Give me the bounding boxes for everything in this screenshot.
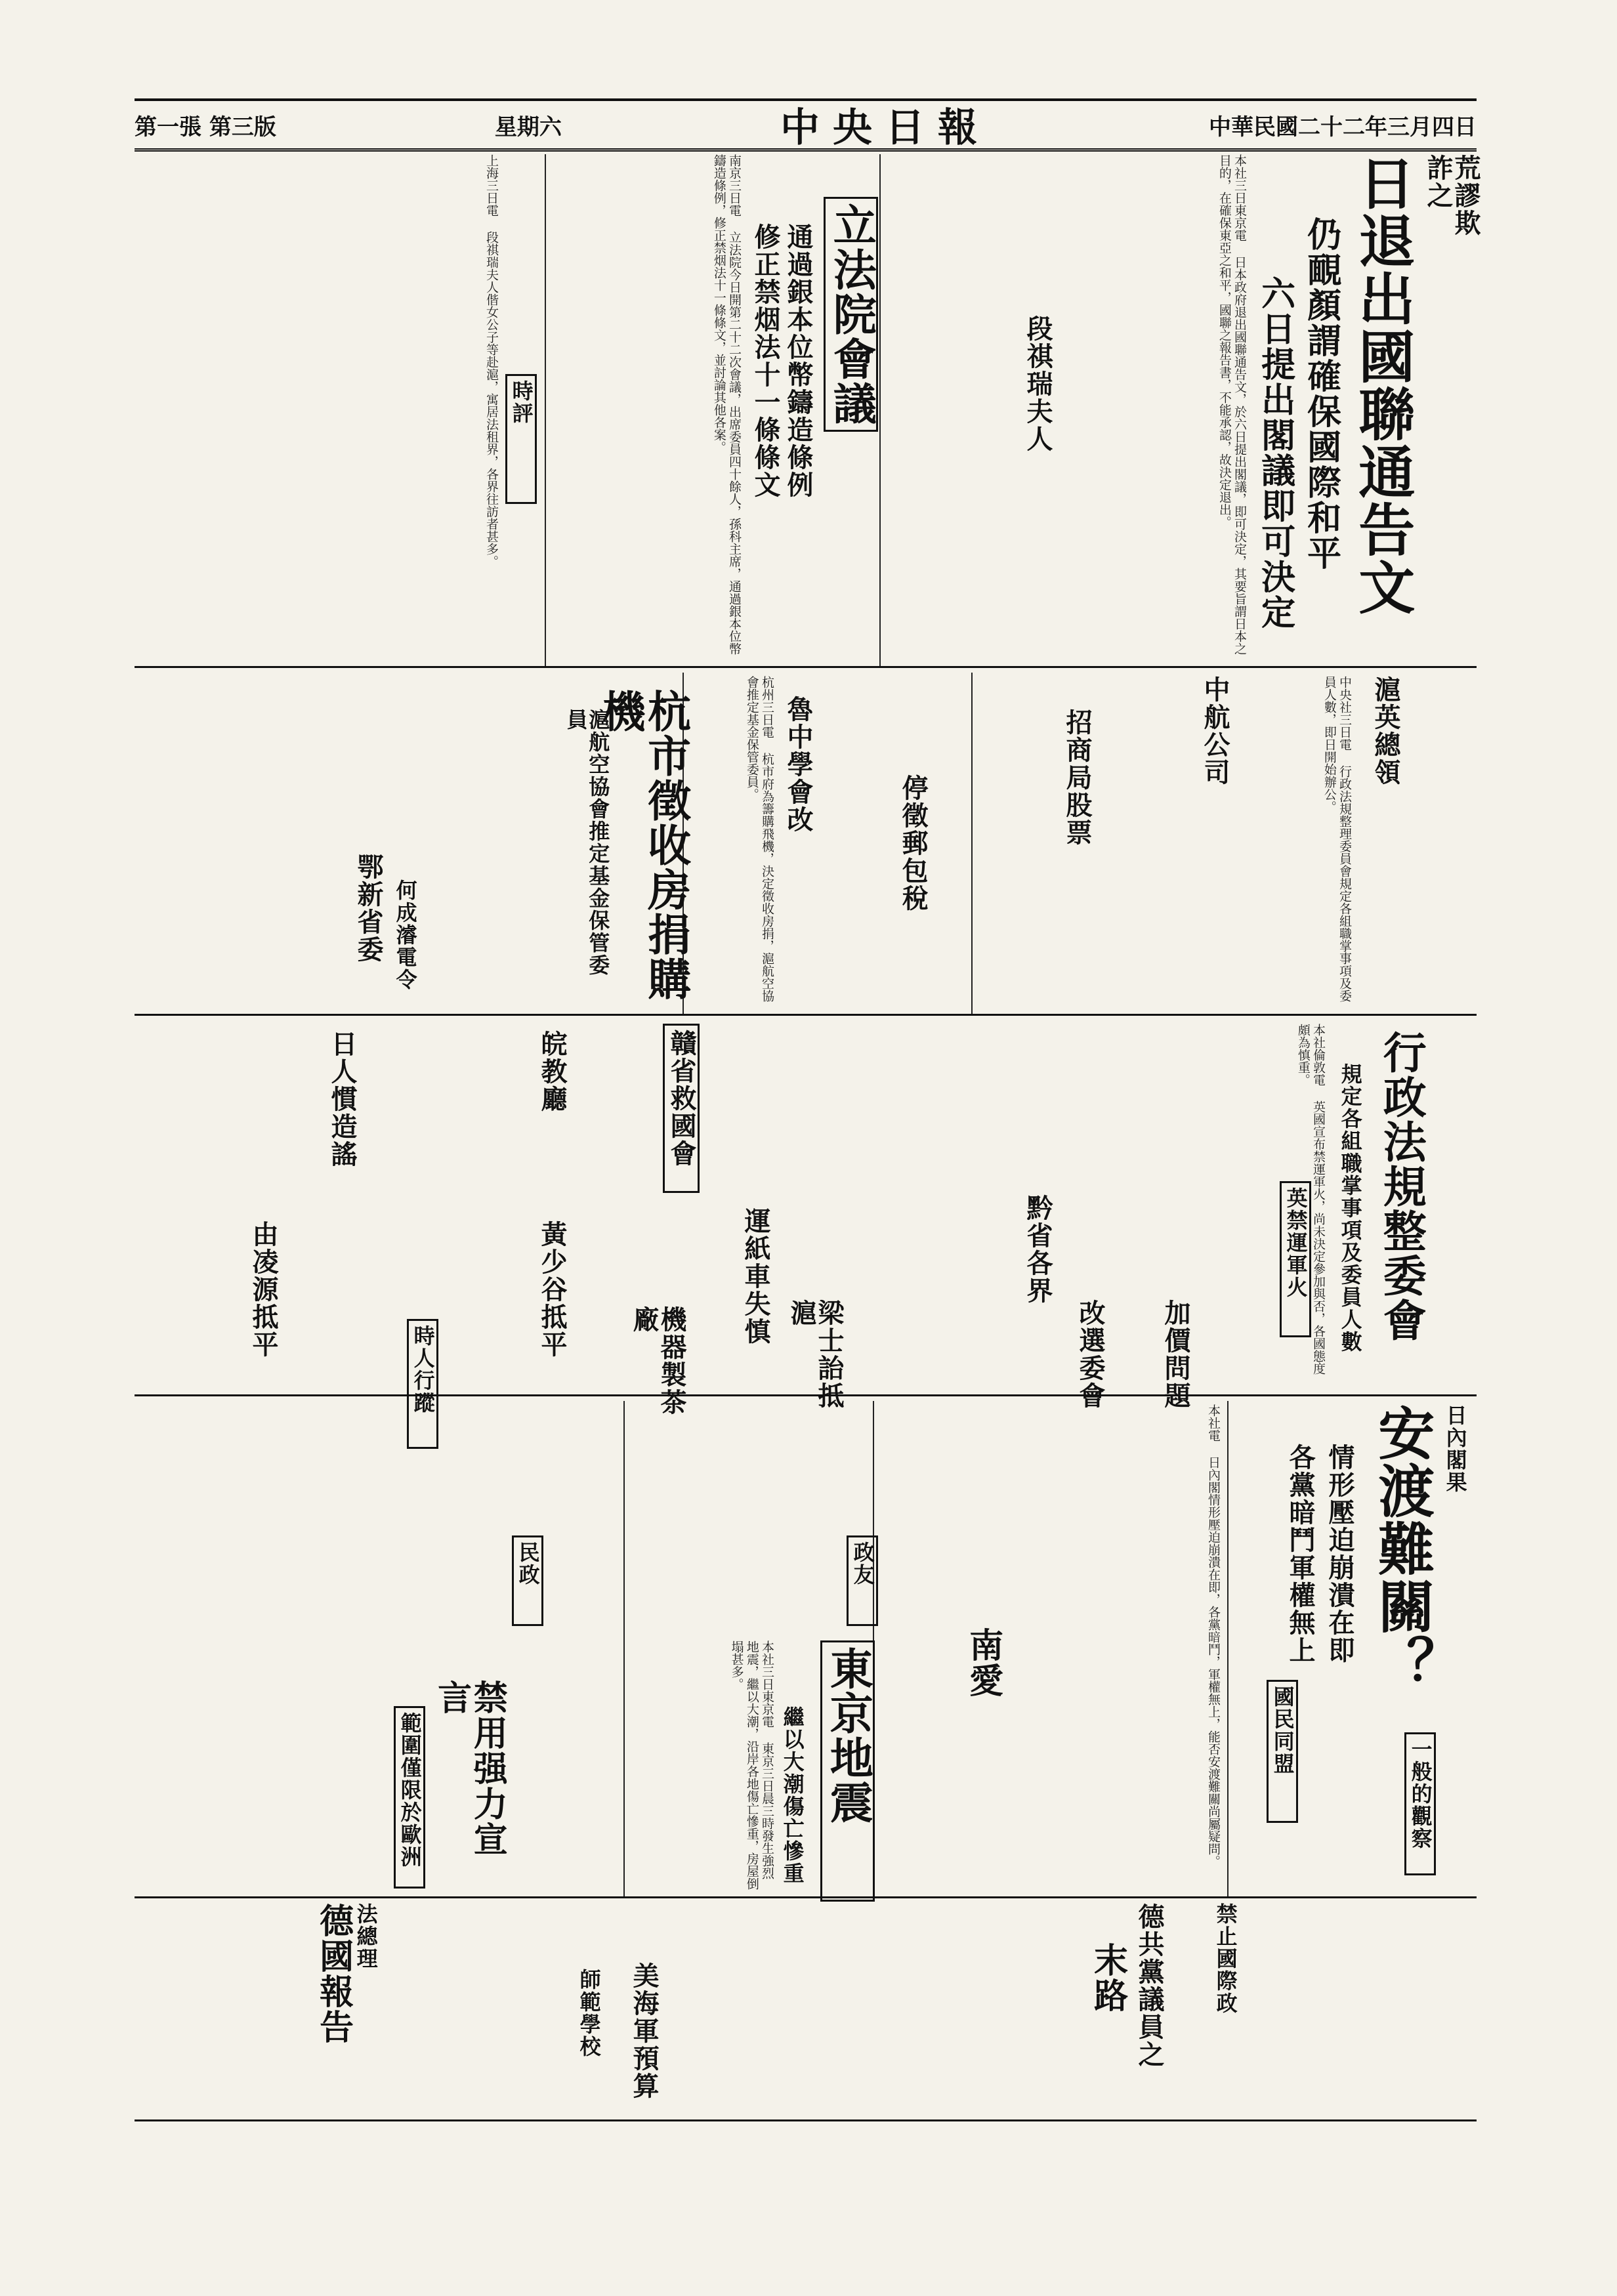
headline-south-love: 南愛	[963, 1627, 1003, 1698]
headline-election: 改選委會	[1075, 1299, 1106, 1409]
headline-british-car: 英禁運軍火	[1280, 1181, 1311, 1337]
headline-ganxian: 贛省救國會	[663, 1024, 700, 1193]
label-party: 國民同盟	[1267, 1680, 1298, 1823]
article-commentary: 上海三日電 段祺瑞夫人偕女公子等赴滬，寓居法租界，各界往訪者甚多。	[484, 154, 499, 568]
headline-sino-british: 滬英總領	[1370, 676, 1401, 786]
headline-legislative-sub1: 通過銀本位幣鑄造條例	[783, 223, 814, 499]
headline-huang-shaogu: 黃少谷抵平	[537, 1221, 568, 1358]
headline-admin-law-sub: 規定各組職掌事項及委員人數	[1337, 1063, 1363, 1353]
column-rule	[971, 673, 973, 1014]
label-commentary: 時評	[505, 374, 537, 504]
headline-anhui-edu: 皖教廳	[537, 1030, 568, 1113]
headline-japan-sub2: 六日提出閣議即可決定	[1255, 276, 1295, 630]
headline-legislative: 立法院會議	[824, 197, 878, 432]
headline-hankou: 何成濬電令	[392, 879, 418, 991]
headline-japan-withdraw: 日退出國聯通告文	[1349, 154, 1416, 616]
column-rule	[545, 154, 546, 666]
headline-side-news: 法總理	[353, 1903, 379, 1970]
headline-ban-force-sub: 範圍僅限於歐洲	[394, 1706, 425, 1889]
headline-machine: 機器製茶廠	[629, 1306, 687, 1416]
headline-yuan-arrive: 由凌源抵平	[248, 1221, 279, 1358]
headline-tokyo-quake-sub: 繼以大潮傷亡慘重	[780, 1706, 805, 1885]
masthead-date: 中華民國二十二年三月四日	[1209, 114, 1477, 140]
headline-japanese-rumor: 日人慣造謠	[327, 1030, 358, 1168]
headline-japan-kicker: 荒謬欺詐之	[1423, 154, 1481, 237]
article-tokyo-quake: 本社三日東京電 東京三日晨三時發生強烈地震，繼以大潮，沿岸各地傷亡慘重，房屋倒塌甚多。	[729, 1640, 774, 1890]
label-people: 民政	[512, 1535, 543, 1626]
masthead	[135, 98, 1477, 152]
headline-shifan: 師範學校	[576, 1969, 602, 2058]
headline-admin-law: 行政法規整委會	[1376, 1030, 1427, 1343]
headline-jiefang: 禁止國際政	[1213, 1903, 1238, 2014]
headline-merchant-shares: 招商局股票	[1062, 709, 1093, 846]
article-sudden: 本社電 日內閣情形壓迫崩潰在即，各黨暗鬥，軍權無上，能否安渡難關尚屬疑問。	[1206, 1404, 1221, 1868]
section-rule	[135, 1014, 1477, 1016]
headline-hangzhou: 杭市徵收房捐購機	[595, 689, 692, 1001]
section-rule	[135, 1896, 1477, 1898]
headline-lu-school: 魯中學會改	[783, 696, 814, 833]
headline-german: 德共黨議員之	[1134, 1903, 1165, 2068]
headline-stop-postal: 停徵郵包稅	[898, 774, 929, 912]
article-aviation: 中央社三日電 行政法規整理委員會規定各組職掌事項及委員人數，即日開始辦公。	[1322, 676, 1352, 1002]
headline-ezhou: 鄂新省委	[353, 853, 384, 963]
label-politics: 政友	[847, 1535, 878, 1626]
headline-liang: 梁士詒抵滬	[786, 1299, 845, 1409]
headline-sudden: 安渡難關？	[1368, 1404, 1435, 1693]
article-hangzhou: 杭州三日電 杭市府為籌購飛機，決定徵收房捐，滬航空協會推定基金保管委員。	[744, 676, 774, 1002]
masthead-section: 第一張 第三版	[135, 114, 276, 140]
headline-sudden-sub2: 各黨暗鬥軍權無上	[1285, 1444, 1316, 1664]
headline-japan-internal: 日內閣果	[1442, 1404, 1468, 1493]
masthead-weekday: 星期六	[494, 114, 562, 140]
headline-us-budget: 美海軍預算	[629, 1962, 660, 2100]
headline-japan-sub1: 仍靦顏謂確保國際和平	[1301, 217, 1341, 571]
headline-passenger: 時人行蹤	[407, 1319, 438, 1449]
headline-tokyo-quake: 東京地震	[820, 1640, 875, 1902]
headline-secret: 德國報告	[313, 1903, 354, 2045]
headline-provinces: 黔省各界	[1022, 1194, 1053, 1305]
column-rule	[623, 1401, 625, 1896]
headline-tieyun: 運紙車失慎	[740, 1207, 771, 1345]
headline-sudden-sub1: 情形壓迫崩潰在即	[1324, 1444, 1355, 1664]
headline-legislative-sub2: 修正禁烟法十一條條文	[750, 223, 781, 499]
headline-hangzhou-sub: 滬航空協會推定基金保管委員	[563, 709, 611, 976]
headline-duan: 段祺瑞夫人	[1022, 315, 1053, 453]
label-opinion: 一般的觀察	[1404, 1732, 1436, 1875]
article-admin-law: 本社倫敦電 英國宣布禁運軍火，尚未決定參加與否，各國態度頗為慎重。	[1295, 1024, 1326, 1375]
headline-ban-force: 禁用强力宣言	[431, 1680, 508, 1857]
article-japan-withdraw: 本社三日東京電 日本政府退出國聯通告文，於六日提出閣議，即可決定，其要旨謂日本之目的，在確保東亞之和平，國聯之報告書，不能承認，故決定退出。	[1217, 154, 1247, 655]
headline-china-aviation: 中航公司	[1200, 676, 1230, 786]
column-rule	[1227, 1401, 1228, 1896]
masthead-paper-name: 中央日報	[780, 105, 990, 151]
article-legislative: 南京三日電 立法院今日開第二十二次會議，出席委員四十餘人，孫科主席，通過銀本位幣鑄造條例，修正禁烟法十一條條文，並討論其他各案。	[711, 154, 742, 655]
headline-jin: 末路	[1087, 1942, 1128, 2013]
headline-price-issue: 加價問題	[1160, 1299, 1191, 1409]
section-rule	[135, 666, 1477, 668]
section-rule	[135, 2119, 1477, 2121]
column-rule	[879, 154, 881, 666]
